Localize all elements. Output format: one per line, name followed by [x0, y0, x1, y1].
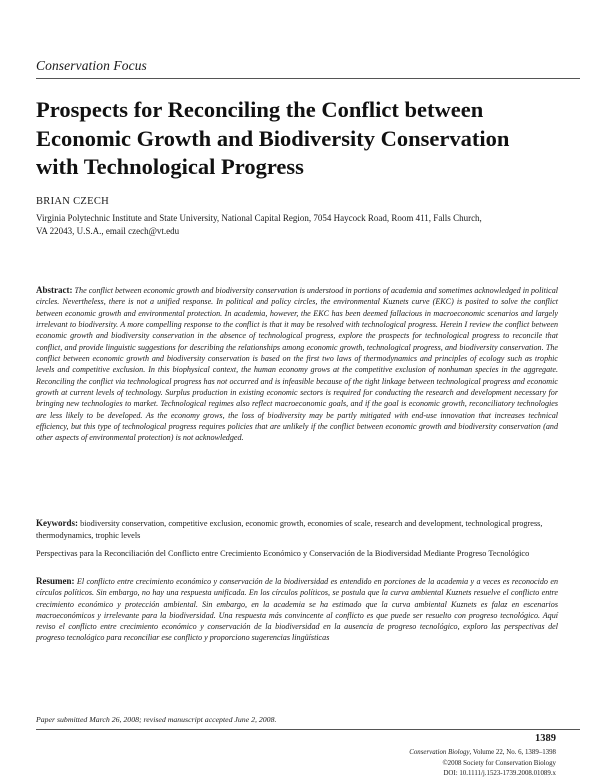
- title-line: Economic Growth and Biodiversity Conservation: [36, 125, 510, 151]
- title-line: Prospects for Reconciling the Conflict between: [36, 97, 484, 122]
- doi: DOI: 10.1111/j.1523-1739.2008.01089.x: [443, 770, 556, 777]
- resumen-text: El conflicto entre crecimiento económico y conservación de la biodiversidad es entendido en porciones de la academia y a veces es reconocido en círculos políticos. Sin embargo, no hay una respuesta unificada. En los círculos políticos, se postula que la curva ambiental Kuznets resuelve el conflicto entre crecimiento económico y protección ambiental. Sin embargo, en la academia se ha estimado que la curva ambiental Kuznets es falaz en escenarios macroeconómicos y irrelevante para la biodiversidad. Una respuesta más convincente al conflicto es que puede ser resuelto con progreso tecnológico. Aquí reviso el conflicto entre crecimiento económico y conservación de la biodiversidad en la ausencia de progreso tecnológico, exploro las perspectivas del progreso tecnológico para reconciliar ese conflicto y proporciono sugerencias lingüísticas: [36, 577, 558, 643]
- author-name: BRIAN CZECH: [36, 196, 110, 207]
- abstract: [36, 285, 558, 444]
- title-line: with Technological Progress: [36, 154, 304, 179]
- resumen-label: Resumen:: [36, 576, 75, 586]
- affiliation-line: Virginia Polytechnic Institute and State University, National Capital Region, 7054 Haycock Road, Room 411, Falls Church,: [36, 213, 482, 223]
- abstract-label: Abstract:: [36, 285, 73, 295]
- author-affiliation: [36, 212, 556, 237]
- copyright: ©2008 Society for Conservation Biology: [442, 759, 556, 767]
- journal-citation: [409, 748, 556, 780]
- header-rule: [36, 78, 580, 79]
- submission-note: Paper submitted March 26, 2008; revised manuscript accepted June 2, 2008.: [36, 715, 277, 724]
- keywords-label: Keywords:: [36, 518, 78, 528]
- journal-name: Conservation Biology: [409, 749, 470, 756]
- keywords: [36, 518, 558, 541]
- section-label: Conservation Focus: [36, 58, 147, 73]
- spanish-title: Perspectivas para la Reconciliación del Conflicto entre Crecimiento Económico y Conservación de la Biodiversidad Mediante Progreso Tecnológico: [36, 549, 530, 558]
- resumen: [36, 576, 558, 644]
- affiliation-line: VA 22043, U.S.A., email czech@vt.edu: [36, 225, 180, 236]
- article-title: [36, 96, 576, 182]
- abstract-text: The conflict between economic growth and biodiversity conservation is understood in portions of academia and sometimes acknowledged in political circles. Nevertheless, there is not a unified response. In political and policy circles, the environmental Kuznets curve (EKC) is posited to solve the conflict between economic growth and environmental protection. In academia, however, the EKC has been deemed fallacious in macroeconomic scenarios and largely irrelevant to biodiversity. A more compelling response to the conflict is that it may be resolved with technological progress. Herein I review the conflict between economic growth and biodiversity conservation in the absence of technological progress, explore the prospects for technological progress to reconcile that conflict, and provide linguistic suggestions for describing the relationships among economic growth, technological progress, and biodiversity conservation. The conflict between economic growth and biodiversity conservation is based on the first two laws of thermodynamics and principles of ecology such as trophic levels and competitive exclusion. In this biophysical context, the human economy grows at the competitive exclusion of nonhuman species in the aggregate. Reconciling the conflict via technological progress has not occurred and is infeasible because of the tight linkage between technological progress and economic growth at current levels of technology. Surplus production in existing economic sectors is required for conducting the research and development necessary for bringing new technologies to market. Technological regimes also reflect macroeconomic goals, and if the goal is economic growth, reconciliatory technologies are less likely to be developed. As the economy grows, the loss of biodiversity may be partly mitigated with end-use innovation that increases technical efficiency, but this type of technological progress requires policies that are unlikely if the conflict between economic growth and biodiversity conservation (and other aspects of environmental protection) is not acknowledged.: [36, 286, 558, 443]
- page-number: 1389: [535, 733, 556, 744]
- footer-rule: [36, 729, 580, 730]
- journal-volume: , Volume 22, No. 6, 1389–1398: [469, 749, 556, 756]
- keywords-text: biodiversity conservation, competitive exclusion, economic growth, economies of scale, research and development, technological progress, thermodynamics, trophic levels: [36, 519, 543, 540]
